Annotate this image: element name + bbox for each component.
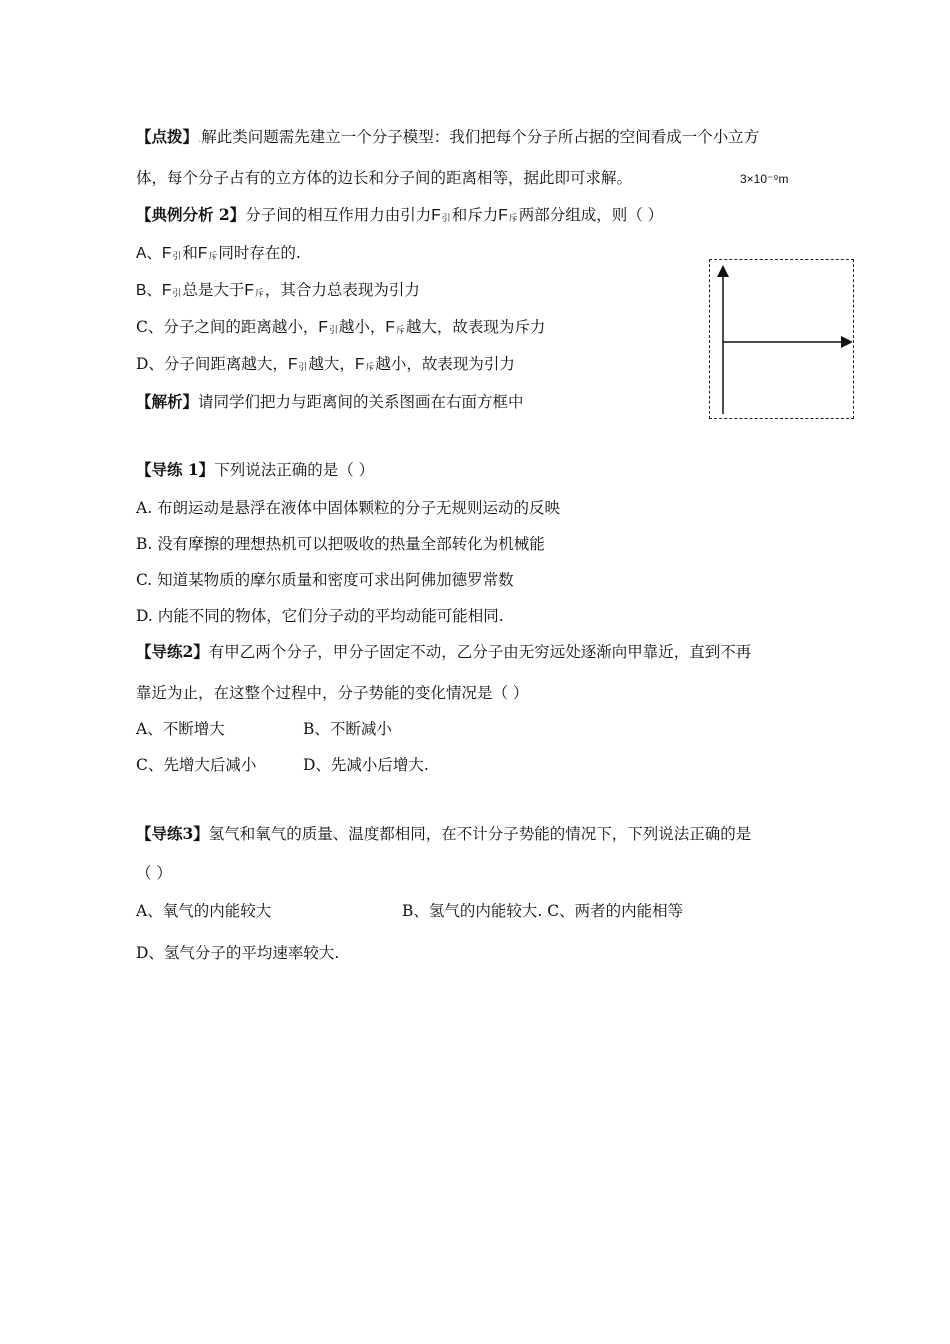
- graph-drawing-box[interactable]: [709, 259, 854, 419]
- drill3-option-a: A、氧气的内能较大: [136, 902, 272, 920]
- option-b-end: ，其合力总表现为引力: [264, 281, 420, 299]
- f-symbol: F: [287, 356, 298, 373]
- example2-option-a: [136, 243, 301, 267]
- f-symbol: F: [161, 245, 172, 262]
- drill1-stem: [136, 460, 374, 480]
- example2-option-b: [136, 280, 420, 304]
- drill3-stem-1: [136, 824, 751, 844]
- f-symbol: F: [498, 207, 508, 224]
- f-symbol: F: [354, 356, 365, 373]
- option-a-prefix: A、: [136, 245, 162, 262]
- f-symbol: F: [431, 207, 441, 224]
- drill1-option-b: B. 没有摩擦的理想热机可以把吸收的热量全部转化为机械能: [136, 535, 545, 553]
- sub-yin: 引: [328, 326, 338, 336]
- sub-yin: 引: [172, 252, 182, 262]
- f-symbol: F: [197, 245, 208, 262]
- drill2-option-a: A、不断增大: [136, 720, 225, 738]
- sub-yin: 引: [441, 214, 451, 224]
- drill2-question-1: 有甲乙两个分子，甲分子固定不动，乙分子由无穷远处逐渐向甲靠近，直到不再: [208, 643, 752, 661]
- option-a-mid: 和: [182, 244, 198, 262]
- drill2-option-c: C、先增大后减小: [136, 756, 257, 774]
- option-d-mid: 越大，: [308, 355, 355, 373]
- f-symbol: F: [385, 319, 395, 336]
- example2-stem: [136, 205, 663, 229]
- drill1-option-a: A. 布朗运动是悬浮在液体中固体颗粒的分子无规则运动的反映: [136, 499, 561, 517]
- f-symbol: F: [244, 282, 254, 299]
- analysis-tag: 【解析】: [136, 392, 199, 411]
- f-symbol: F: [318, 319, 328, 336]
- hint-line-1: [136, 127, 759, 150]
- sub-chi: 斥: [395, 326, 405, 336]
- sub-chi: 斥: [208, 252, 218, 262]
- example2-option-c: [136, 317, 545, 341]
- hint-line-2: [136, 168, 632, 188]
- drill3-option-bc: B、氢气的内能较大. C、两者的内能相等: [402, 902, 684, 920]
- example2-stem-a: 分子间的相互作用力由引力: [245, 206, 432, 224]
- hint-tag: 【点拨】: [136, 127, 199, 146]
- drill1-tag: 【导练 1】: [136, 460, 215, 479]
- sub-chi: 斥: [254, 289, 264, 299]
- drill3-question-1: 氢气和氧气的质量、温度都相同，在不计分子势能的情况下，下列说法正确的是: [208, 825, 752, 843]
- sub-chi: 斥: [508, 214, 518, 224]
- example2-tag: 【典例分析 2】: [136, 205, 246, 224]
- drill3-option-d: D、氢气分子的平均速率较大.: [136, 944, 340, 962]
- sub-yin: 引: [298, 363, 308, 373]
- example2-analysis: [136, 392, 524, 412]
- hint-answer: 3×10⁻⁹m: [740, 172, 789, 186]
- analysis-text: 请同学们把力与距离间的关系图画在右面方框中: [198, 393, 524, 411]
- drill2-option-d: D、先减小后增大.: [303, 756, 429, 774]
- option-a-end: 同时存在的.: [218, 244, 301, 262]
- edit-mark: .: [198, 134, 202, 145]
- drill1-option-c: C. 知道某物质的摩尔质量和密度可求出阿佛加德罗常数: [136, 571, 514, 589]
- example2-stem-c: 两部分组成，则（ ）: [518, 206, 664, 224]
- drill1-option-d: D. 内能不同的物体，它们分子动的平均动能可能相同.: [136, 607, 504, 625]
- drill2-stem-1: [136, 642, 751, 662]
- drill3-stem-2: （ ）: [136, 864, 172, 882]
- f-symbol: F: [161, 282, 172, 299]
- sub-chi: 斥: [365, 363, 375, 373]
- hint-text-1: 解此类问题需先建立一个分子模型：我们把每个分子所占据的空间看成一个小立方: [201, 128, 760, 146]
- option-c-end: 越大，故表现为斥力: [405, 318, 546, 336]
- drill2-stem-2: 靠近为止，在这整个过程中，分子势能的变化情况是（ ）: [136, 684, 529, 702]
- option-b-mid: 总是大于: [182, 281, 245, 299]
- option-c-mid: 越小，: [338, 318, 386, 336]
- example2-option-d: [136, 354, 515, 378]
- option-d-end: 越小，故表现为引力: [375, 355, 515, 373]
- option-d-prefix: D、分子间距离越大，: [136, 355, 288, 373]
- option-b-prefix: B、: [136, 282, 162, 299]
- example2-stem-b: 和斥力: [451, 206, 499, 224]
- drill1-question: 下列说法正确的是（ ）: [214, 461, 375, 479]
- sub-yin: 引: [172, 289, 182, 299]
- drill2-tag: 【导练2】: [136, 642, 209, 661]
- axes-diagram: [710, 260, 852, 417]
- drill3-tag: 【导练3】: [136, 824, 209, 843]
- hint-text-2: 体，每个分子占有的立方体的边长和分子间的距离相等，据此即可求解。: [136, 169, 633, 187]
- drill2-option-b: B、不断减小: [303, 720, 392, 738]
- option-c-prefix: C、分子之间的距离越小，: [136, 318, 319, 336]
